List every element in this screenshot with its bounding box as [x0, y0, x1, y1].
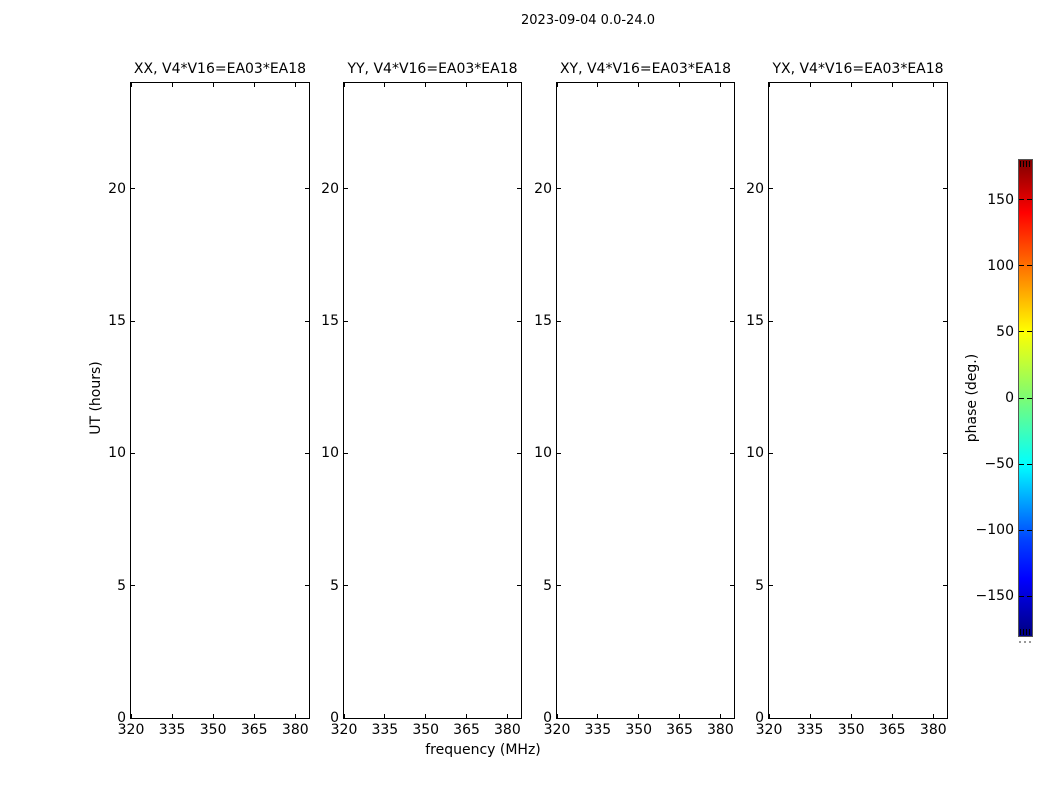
figure-title: 2023-09-04 0.0-24.0 — [521, 13, 655, 28]
y-tick-label: 5 — [543, 577, 552, 594]
colorbar-tick-mark — [1019, 331, 1024, 332]
x-tick-label: 320 — [330, 722, 358, 738]
y-tick-mark — [131, 585, 135, 586]
x-tick-mark — [638, 714, 639, 718]
y-tick-mark — [344, 718, 348, 719]
x-tick-mark — [557, 83, 558, 87]
y-tick-mark — [344, 453, 348, 454]
y-tick-mark — [557, 585, 561, 586]
y-tick-mark — [305, 585, 309, 586]
y-tick-mark — [517, 585, 521, 586]
y-tick-mark — [131, 453, 135, 454]
x-tick-mark — [254, 83, 255, 87]
y-tick-mark — [730, 585, 734, 586]
x-tick-mark — [679, 83, 680, 87]
x-tick-label: 320 — [755, 722, 783, 738]
x-tick-mark — [507, 83, 508, 87]
x-tick-label: 335 — [158, 722, 186, 738]
x-tick-mark — [810, 83, 811, 87]
x-tick-mark — [597, 83, 598, 87]
y-tick-mark — [517, 188, 521, 189]
x-tick-label: 365 — [240, 722, 268, 738]
x-tick-label: 320 — [117, 722, 145, 738]
y-tick-label: 10 — [108, 445, 126, 462]
y-tick-mark — [517, 718, 521, 719]
x-tick-mark — [933, 83, 934, 87]
colorbar-tick-mark — [1019, 398, 1024, 399]
x-tick-mark — [720, 714, 721, 718]
colorbar-tick-mark — [1019, 199, 1024, 200]
x-tick-mark — [344, 83, 345, 87]
y-tick-label: 5 — [117, 577, 126, 594]
colorbar-tick-mark — [1027, 530, 1032, 531]
y-tick-mark — [730, 321, 734, 322]
x-tick-mark — [810, 714, 811, 718]
subplot-yy — [321, 61, 522, 738]
x-tick-label: 380 — [919, 722, 947, 738]
x-tick-mark — [295, 714, 296, 718]
y-tick-label: 20 — [321, 180, 339, 197]
x-tick-label: 350 — [412, 722, 440, 738]
x-tick-mark — [295, 83, 296, 87]
x-tick-mark — [172, 714, 173, 718]
subplot-yx — [746, 61, 948, 738]
x-tick-mark — [384, 83, 385, 87]
y-tick-label: 20 — [746, 180, 764, 197]
y-tick-label: 20 — [108, 180, 126, 197]
colorbar-tick-mark — [1027, 464, 1032, 465]
y-tick-label: 0 — [755, 710, 764, 726]
y-tick-mark — [517, 453, 521, 454]
colorbar-hatch-top — [1020, 161, 1031, 167]
x-tick-mark — [384, 714, 385, 718]
y-tick-mark — [943, 718, 947, 719]
x-tick-label: 320 — [543, 722, 571, 738]
x-tick-label: 350 — [837, 722, 865, 738]
y-tick-mark — [557, 321, 561, 322]
y-tick-label: 10 — [321, 445, 339, 462]
x-tick-mark — [507, 714, 508, 718]
y-tick-mark — [943, 321, 947, 322]
x-tick-mark — [933, 714, 934, 718]
y-tick-label: 15 — [746, 313, 764, 330]
y-tick-mark — [131, 718, 135, 719]
y-tick-label: 15 — [321, 313, 339, 330]
y-tick-label: 10 — [534, 445, 552, 462]
x-tick-label: 365 — [453, 722, 480, 738]
x-tick-mark — [851, 83, 852, 87]
x-tick-mark — [720, 83, 721, 87]
x-tick-mark — [679, 714, 680, 718]
x-tick-label: 335 — [584, 722, 612, 738]
y-tick-mark — [305, 321, 309, 322]
y-tick-mark — [769, 321, 773, 322]
x-tick-mark — [425, 714, 426, 718]
x-axis-label: frequency (MHz) — [425, 742, 541, 758]
x-tick-mark — [131, 83, 132, 87]
x-tick-mark — [213, 83, 214, 87]
x-tick-label: 365 — [666, 722, 693, 738]
y-tick-mark — [769, 453, 773, 454]
y-tick-mark — [769, 718, 773, 719]
y-tick-mark — [557, 718, 561, 719]
colorbar-tick-label: −50 — [984, 456, 1014, 473]
colorbar — [975, 159, 1033, 637]
x-tick-label: 380 — [281, 722, 309, 738]
x-tick-label: 350 — [199, 722, 227, 738]
y-tick-mark — [769, 585, 773, 586]
x-tick-label: 335 — [371, 722, 399, 738]
colorbar-dotted-line — [1019, 641, 1032, 643]
colorbar-tick-mark — [1027, 398, 1032, 399]
y-tick-label: 15 — [534, 313, 552, 330]
x-tick-mark — [425, 83, 426, 87]
y-tick-label: 5 — [755, 577, 764, 594]
x-tick-mark — [466, 714, 467, 718]
colorbar-tick-label: −150 — [975, 588, 1014, 605]
y-tick-label: 20 — [534, 180, 552, 197]
subplot-yy-title: YY, V4*V16=EA03*EA18 — [347, 61, 518, 77]
x-tick-mark — [769, 83, 770, 87]
subplot-xx-title: XX, V4*V16=EA03*EA18 — [133, 61, 307, 77]
y-tick-mark — [943, 188, 947, 189]
colorbar-tick-label: 50 — [996, 323, 1014, 340]
y-tick-label: 10 — [746, 445, 764, 462]
y-tick-mark — [943, 585, 947, 586]
subplot-yx-title: YX, V4*V16=EA03*EA18 — [772, 61, 944, 77]
y-tick-mark — [730, 718, 734, 719]
x-tick-label: 380 — [707, 722, 734, 738]
x-tick-label: 335 — [796, 722, 824, 738]
y-tick-mark — [305, 718, 309, 719]
y-tick-mark — [344, 585, 348, 586]
y-tick-mark — [943, 453, 947, 454]
y-axis-label: UT (hours) — [88, 361, 104, 435]
colorbar-tick-label: 0 — [1005, 390, 1014, 406]
y-tick-label: 0 — [117, 710, 126, 726]
x-tick-label: 350 — [625, 722, 653, 738]
x-tick-label: 365 — [878, 722, 906, 738]
x-tick-label: 380 — [494, 722, 521, 738]
colorbar-tick-mark — [1019, 265, 1024, 266]
y-tick-label: 0 — [330, 710, 339, 726]
colorbar-tick-label: −100 — [975, 522, 1014, 539]
colorbar-axis-label: phase (deg.) — [964, 353, 980, 443]
y-tick-mark — [557, 453, 561, 454]
x-tick-mark — [851, 714, 852, 718]
subplot-xy — [534, 61, 735, 738]
x-tick-mark — [466, 83, 467, 87]
colorbar-tick-mark — [1027, 331, 1032, 332]
colorbar-tick-mark — [1019, 530, 1024, 531]
y-tick-label: 5 — [330, 577, 339, 594]
colorbar-tick-mark — [1019, 464, 1024, 465]
colorbar-tick-mark — [1027, 265, 1032, 266]
colorbar-hatch-bottom — [1020, 629, 1031, 635]
y-tick-mark — [769, 188, 773, 189]
x-tick-mark — [254, 714, 255, 718]
colorbar-tick-mark — [1019, 596, 1024, 597]
x-tick-mark — [172, 83, 173, 87]
y-tick-mark — [344, 321, 348, 322]
y-tick-mark — [730, 453, 734, 454]
x-tick-mark — [892, 83, 893, 87]
y-tick-mark — [344, 188, 348, 189]
x-tick-mark — [892, 714, 893, 718]
x-tick-mark — [638, 83, 639, 87]
y-tick-mark — [305, 188, 309, 189]
y-tick-mark — [517, 321, 521, 322]
y-tick-mark — [730, 188, 734, 189]
y-tick-label: 15 — [108, 313, 126, 330]
y-tick-mark — [557, 188, 561, 189]
colorbar-tick-mark — [1027, 596, 1032, 597]
y-tick-label: 0 — [543, 710, 552, 726]
colorbar-tick-mark — [1027, 199, 1032, 200]
colorbar-tick-label: 150 — [987, 191, 1014, 208]
y-tick-mark — [305, 453, 309, 454]
colorbar-tick-label: 100 — [987, 257, 1014, 274]
x-tick-mark — [597, 714, 598, 718]
y-tick-mark — [131, 188, 135, 189]
y-tick-mark — [131, 321, 135, 322]
x-tick-mark — [213, 714, 214, 718]
subplot-xy-title: XY, V4*V16=EA03*EA18 — [559, 61, 732, 77]
subplot-xx — [108, 61, 310, 738]
